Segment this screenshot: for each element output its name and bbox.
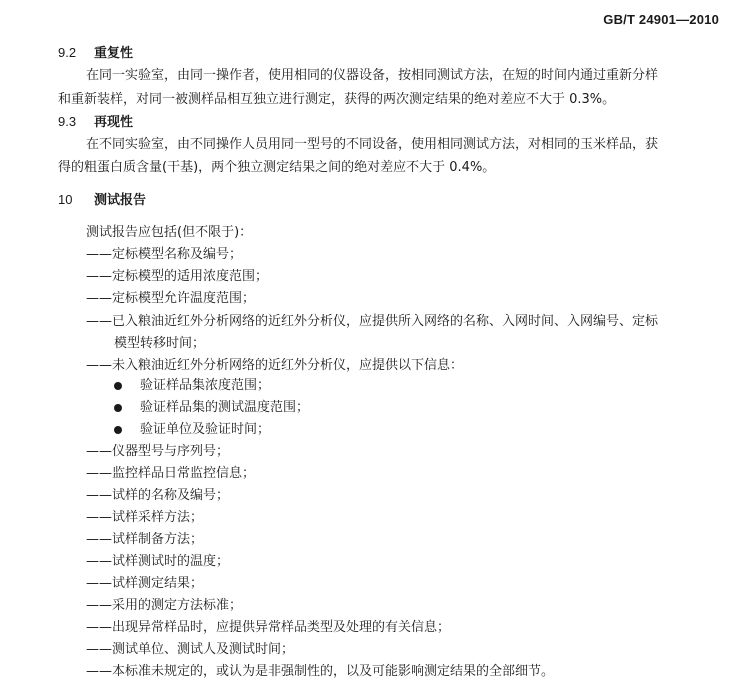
paragraph-line: 得的粗蛋白质含量(干基)，两个独立测定结果之间的绝对差应不大于 0.4%。 <box>58 160 496 175</box>
section-title: 重复性 <box>94 46 134 61</box>
section-number: 9.3 <box>58 114 77 129</box>
section-title: 再现性 <box>94 115 134 130</box>
paragraph-line: 在不同实验室，由不同操作人员用同一型号的不同设备，使用相同测试方法，对相同的玉米样品，获 <box>86 137 659 152</box>
list-item: ——定标模型允许温度范围； <box>86 291 256 306</box>
standard-code: GB/T 24901—2010 <box>603 12 719 27</box>
list-item: ——采用的测定方法标准； <box>86 598 243 613</box>
list-item: ——未入粮油近红外分析网络的近红外分析仪，应提供以下信息： <box>86 358 464 373</box>
paragraph-line: 和重新装样，对同一被测样品相互独立进行测定，获得的两次测定结果的绝对差应不大于 0.3%。 <box>58 92 616 107</box>
section-title: 测试报告 <box>94 193 147 208</box>
list-item-continuation: 模型转移时间； <box>114 336 206 351</box>
report-intro: 测试报告应包括(但不限于)： <box>86 225 253 240</box>
list-item: ——测试单位、测试人及测试时间； <box>86 642 295 657</box>
section-heading-10 <box>58 191 146 210</box>
section-number: 9.2 <box>58 45 77 60</box>
list-item: ——监控样品日常监控信息； <box>86 466 256 481</box>
list-item: ——试样采样方法； <box>86 510 204 525</box>
list-item: ——定标模型的适用浓度范围； <box>86 269 269 284</box>
bullet-item: 验证样品集的测试温度范围； <box>140 400 310 415</box>
bullet-icon <box>114 404 122 412</box>
bullet-item: 验证单位及验证时间； <box>140 422 271 437</box>
list-item: ——出现异常样品时，应提供异常样品类型及处理的有关信息； <box>86 620 451 635</box>
list-item: ——试样测试时的温度； <box>86 554 230 569</box>
list-item: ——试样制备方法； <box>86 532 204 547</box>
bullet-item: 验证样品集浓度范围； <box>140 378 271 393</box>
list-item: ——定标模型名称及编号； <box>86 247 243 262</box>
section-number: 10 <box>58 192 73 207</box>
bullet-icon <box>114 426 122 434</box>
section-heading-9-3 <box>58 113 133 132</box>
section-heading-9-2 <box>58 44 133 63</box>
list-item: ——仪器型号与序列号； <box>86 444 230 459</box>
paragraph-line: 在同一实验室，由同一操作者，使用相同的仪器设备，按相同测试方法，在短的时间内通过重新分样 <box>86 68 659 83</box>
bullet-icon <box>114 382 122 390</box>
list-item: ——已入粮油近红外分析网络的近红外分析仪，应提供所入网络的名称、入网时间、入网编号、定标 <box>86 314 659 329</box>
list-item: ——试样测定结果； <box>86 576 204 591</box>
list-item: ——试样的名称及编号； <box>86 488 230 503</box>
list-item: ——本标准未规定的，或认为是非强制性的，以及可能影响测定结果的全部细节。 <box>86 664 555 679</box>
